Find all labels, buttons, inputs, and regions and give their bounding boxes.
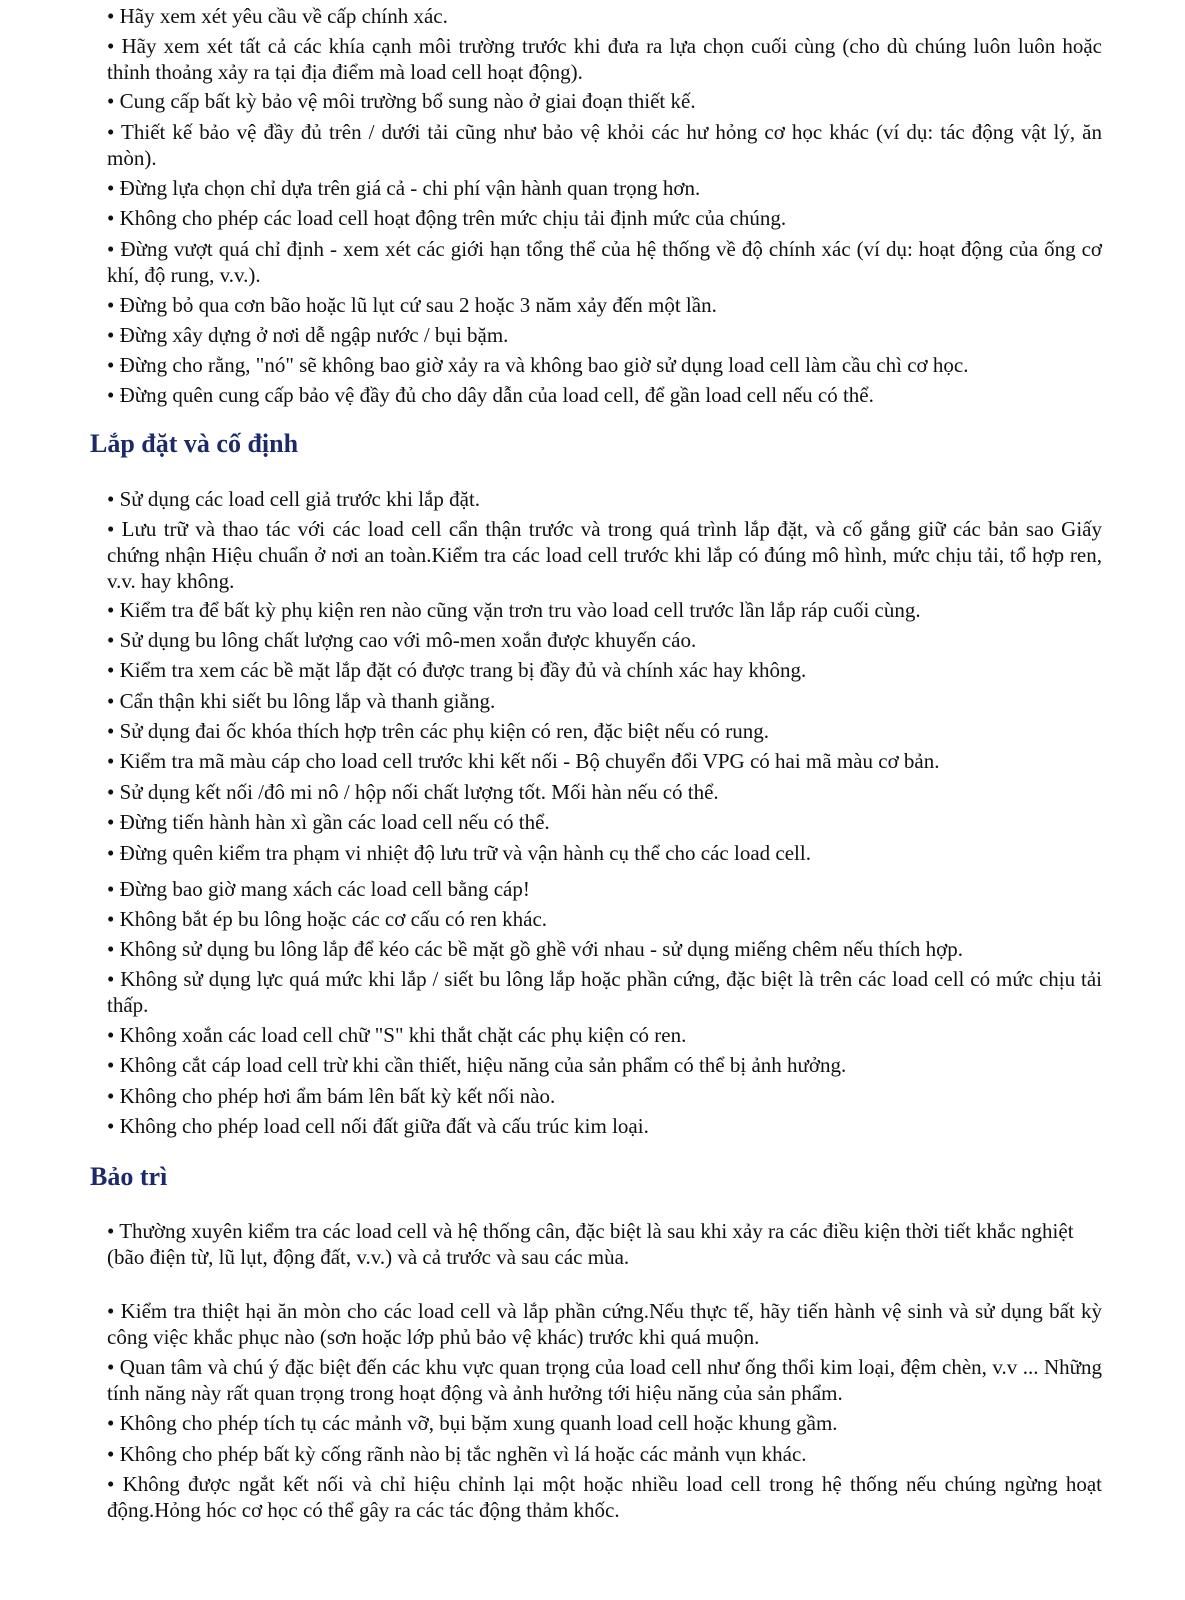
installation-item-17: • Không cắt cáp load cell trừ khi cần thiết, hiệu năng của sản phẩm có thể bị ảnh hưởng.: [107, 1053, 847, 1077]
installation-item-14: • Không sử dụng bu lông lắp để kéo các bề mặt gồ ghề với nhau - sử dụng miếng chêm nếu thích hợp.: [107, 937, 963, 961]
installation-item-18: • Không cho phép hơi ẩm bám lên bất kỳ kết nối nào.: [107, 1084, 556, 1108]
installation-item-8: • Kiểm tra mã màu cáp cho load cell trước khi kết nối - Bộ chuyển đổi VPG có hai mã màu cơ bản.: [107, 749, 940, 773]
installation-item-9: • Sử dụng kết nối /đô mi nô / hộp nối chất lượng tốt. Mối hàn nếu có thể.: [107, 780, 719, 804]
installation-item-10: • Đừng tiến hành hàn xì gần các load cell nếu có thể.: [107, 810, 550, 834]
intro-item-5: • Đừng lựa chọn chỉ dựa trên giá cả - chi phí vận hành quan trọng hơn.: [107, 176, 701, 200]
maintenance-item-6: • Không được ngắt kết nối và chỉ hiệu chỉnh lại một hoặc nhiều load cell trong hệ thống nếu chúng ngừng hoạt động.Hỏng hóc cơ học có thể gây ra các tác động thảm khốc.: [107, 1472, 1102, 1522]
maintenance-item-5: • Không cho phép bất kỳ cống rãnh nào bị tắc nghẽn vì lá hoặc các mảnh vụn khác.: [107, 1442, 807, 1466]
installation-item-19: • Không cho phép load cell nối đất giữa đất và cấu trúc kim loại.: [107, 1114, 649, 1138]
intro-item-6: • Không cho phép các load cell hoạt động trên mức chịu tải định mức của chúng.: [107, 206, 787, 230]
installation-item-15: • Không sử dụng lực quá mức khi lắp / siết bu lông lắp hoặc phần cứng, đặc biệt là trên các load cell có mức chịu tải thấp.: [107, 967, 1102, 1017]
installation-item-11: • Đừng quên kiểm tra phạm vi nhiệt độ lưu trữ và vận hành cụ thể cho các load cell.: [107, 841, 811, 865]
intro-item-2: • Hãy xem xét tất cả các khía cạnh môi trường trước khi đưa ra lựa chọn cuối cùng (cho dù chúng luôn luôn hoặc thỉnh thoảng xảy ra tại địa điểm mà load cell hoạt động).: [107, 34, 1102, 84]
installation-item-13: • Không bắt ép bu lông hoặc các cơ cấu có ren khác.: [107, 907, 548, 931]
installation-item-12: • Đừng bao giờ mang xách các load cell bằng cáp!: [107, 877, 530, 901]
maintenance-item-3: • Quan tâm và chú ý đặc biệt đến các khu vực quan trọng của load cell như ống thổi kim loại, đệm chèn, v.v ... Những tính năng này rất quan trọng trong hoạt động và ảnh hưởng tới hiệu năng của sản phẩm.: [107, 1355, 1102, 1405]
installation-item-4: • Sử dụng bu lông chất lượng cao với mô-men xoắn được khuyến cáo.: [107, 628, 697, 652]
installation-item-2: • Lưu trữ và thao tác với các load cell cẩn thận trước và trong quá trình lắp đặt, và cố gắng giữ các bản sao Giấy chứng nhận Hiệu chuẩn ở nơi an toàn.Kiểm tra các load cell trước khi lắp có đúng mô hình, mức chịu tải, tổ hợp ren, v.v. hay không.: [107, 517, 1102, 593]
installation-item-6: • Cẩn thận khi siết bu lông lắp và thanh giằng.: [107, 689, 496, 713]
installation-item-3: • Kiểm tra để bất kỳ phụ kiện ren nào cũng vặn trơn tru vào load cell trước lần lắp ráp cuối cùng.: [107, 598, 921, 622]
intro-item-11: • Đừng quên cung cấp bảo vệ đầy đủ cho dây dẫn của load cell, để gần load cell nếu có thể.: [107, 383, 874, 407]
intro-item-7: • Đừng vượt quá chỉ định - xem xét các giới hạn tổng thể của hệ thống về độ chính xác (ví dụ: hoạt động của ống cơ khí, độ rung, v.v.).: [107, 237, 1102, 287]
installation-item-5: • Kiểm tra xem các bề mặt lắp đặt có được trang bị đầy đủ và chính xác hay không.: [107, 658, 807, 682]
installation-heading: Lắp đặt và cố định: [90, 429, 299, 458]
installation-item-16: • Không xoắn các load cell chữ "S" khi thắt chặt các phụ kiện có ren.: [107, 1023, 687, 1047]
intro-item-8: • Đừng bỏ qua cơn bão hoặc lũ lụt cứ sau 2 hoặc 3 năm xảy đến một lần.: [107, 293, 717, 317]
installation-item-1: • Sử dụng các load cell giả trước khi lắp đặt.: [107, 487, 481, 511]
intro-item-1: • Hãy xem xét yêu cầu về cấp chính xác.: [107, 4, 448, 28]
intro-item-10: • Đừng cho rằng, "nó" sẽ không bao giờ xảy ra và không bao giờ sử dụng load cell làm cầu chì cơ học.: [107, 353, 969, 377]
maintenance-item-2: • Kiểm tra thiệt hại ăn mòn cho các load cell và lắp phần cứng.Nếu thực tế, hãy tiến hành vệ sinh và sử dụng bất kỳ công việc khắc phục nào (sơn hoặc lớp phủ bảo vệ khác) trước khi quá muộn.: [107, 1299, 1102, 1349]
installation-item-7: • Sử dụng đai ốc khóa thích hợp trên các phụ kiện có ren, đặc biệt nếu có rung.: [107, 719, 769, 743]
intro-item-4: • Thiết kế bảo vệ đầy đủ trên / dưới tải cũng như bảo vệ khỏi các hư hỏng cơ học khác (ví dụ: tác động vật lý, ăn mòn).: [107, 120, 1102, 170]
maintenance-item-4: • Không cho phép tích tụ các mảnh vỡ, bụi bặm xung quanh load cell hoặc khung gầm.: [107, 1411, 838, 1435]
intro-item-9: • Đừng xây dựng ở nơi dễ ngập nước / bụi bặm.: [107, 323, 509, 347]
intro-item-3: • Cung cấp bất kỳ bảo vệ môi trường bổ sung nào ở giai đoạn thiết kế.: [107, 89, 696, 113]
maintenance-heading: Bảo trì: [90, 1162, 168, 1191]
maintenance-item-1: • Thường xuyên kiểm tra các load cell và hệ thống cân, đặc biệt là sau khi xảy ra các điều kiện thời tiết khắc nghiệt (bão điện từ, lũ lụt, động đất, v.v.) và cả trước và sau các mùa.: [107, 1219, 1074, 1269]
